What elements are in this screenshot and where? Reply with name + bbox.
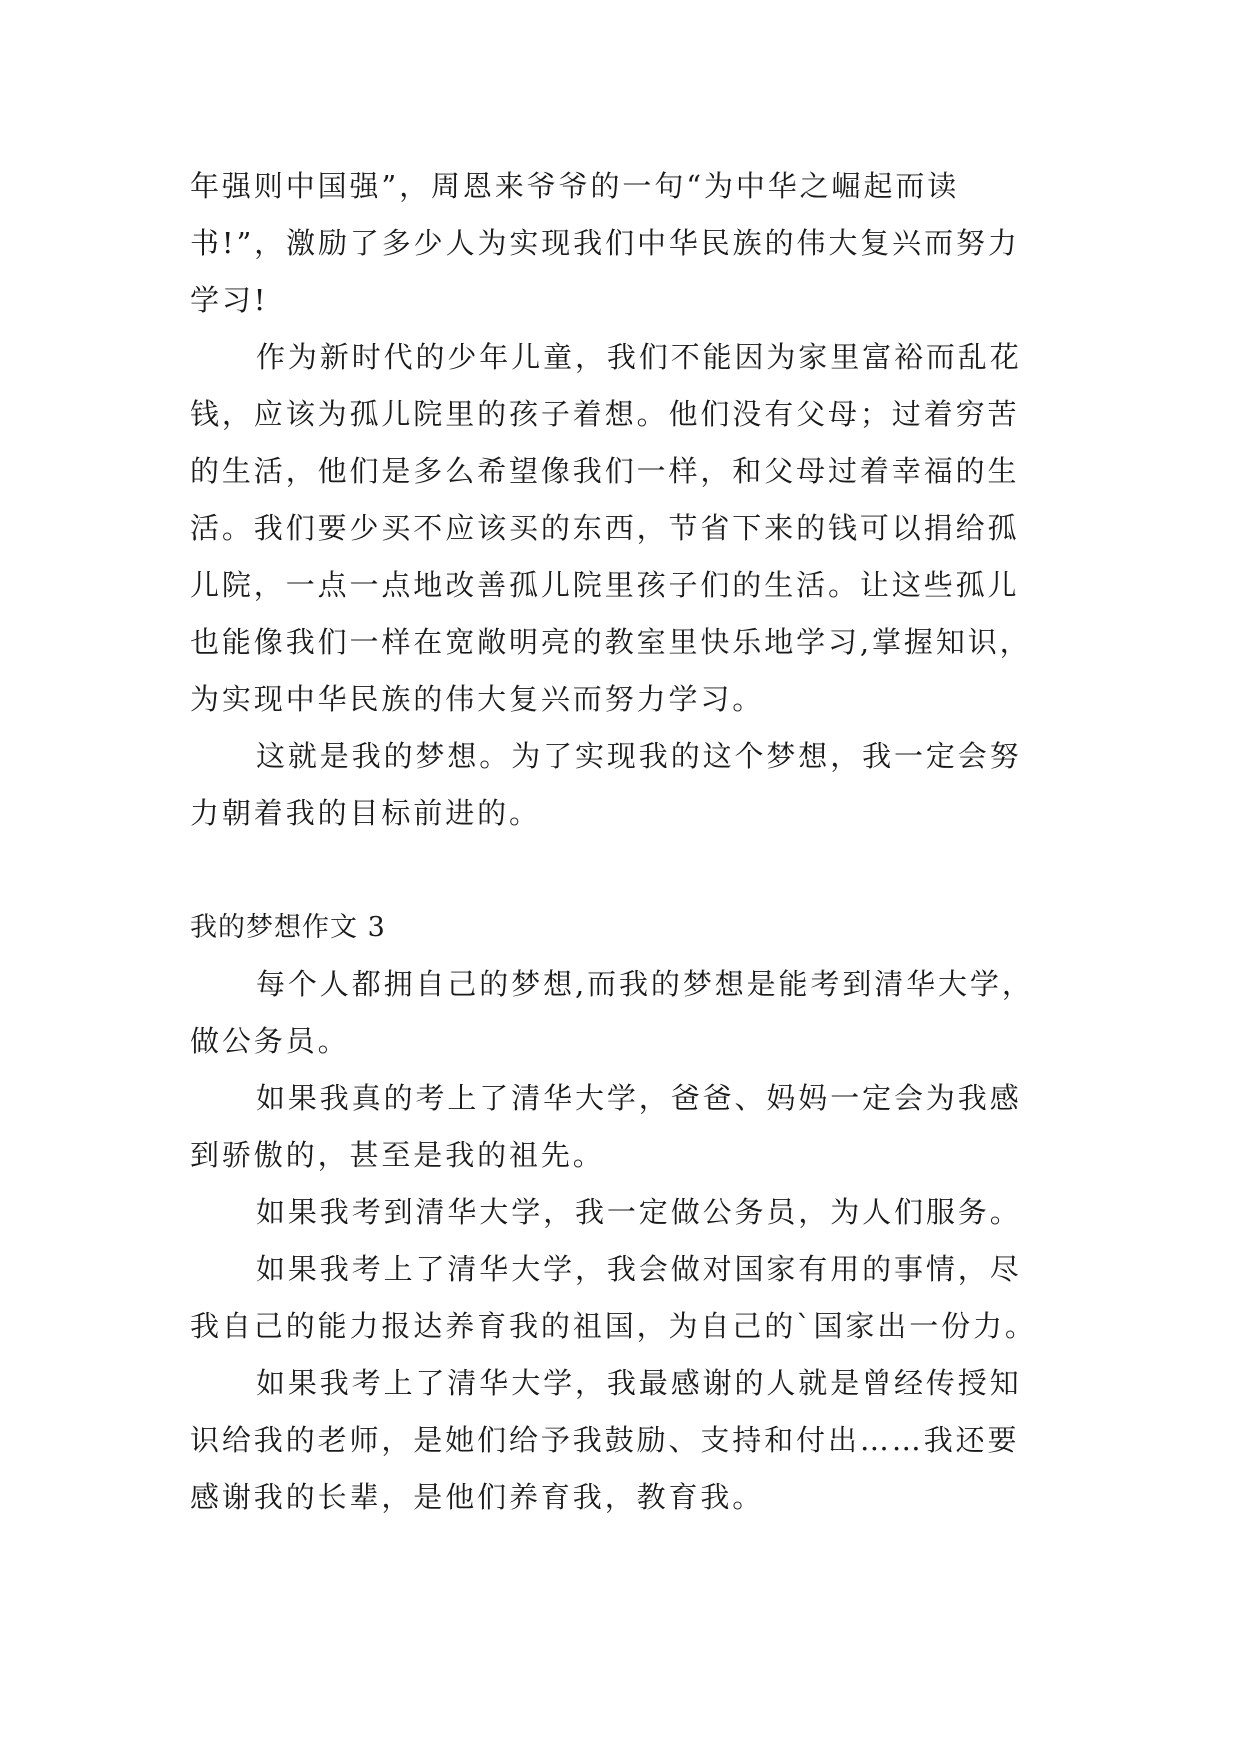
text-line: 力朝着我的目标前进的。 [190, 796, 541, 830]
paragraph-start-line: 这就是我的梦想。为了实现我的这个梦想，我一定会努 [256, 739, 1022, 773]
document-page [190, 158, 1060, 1526]
paragraph-start-line: 如果我考上了清华大学，我最感谢的人就是曾经传授知 [256, 1366, 1022, 1400]
text-line: 为实现中华民族的伟大复兴而努力学习。 [190, 682, 765, 716]
text-line: 学习! [190, 283, 269, 317]
text-line: 感谢我的长辈，是他们养育我，教育我。 [190, 1480, 765, 1514]
text-line: 我自己的能力报达养育我的祖国，为自己的`国家出一份力。 [190, 1309, 1037, 1343]
text-line: 到骄傲的，甚至是我的祖先。 [190, 1138, 605, 1172]
text-line: 书!”，激励了多少人为实现我们中华民族的伟大复兴而努力 [190, 226, 1020, 260]
paragraph-start-line: 作为新时代的少年儿童，我们不能因为家里富裕而乱花 [256, 340, 1022, 374]
paragraph-start-line: 如果我考到清华大学，我一定做公务员，为人们服务。 [256, 1195, 1022, 1229]
paragraph-start-line: 如果我考上了清华大学，我会做对国家有用的事情，尽 [256, 1252, 1022, 1286]
text-line: 识给我的老师，是她们给予我鼓励、支持和付出……我还要 [190, 1423, 1020, 1457]
section-title: 我的梦想作文 3 [190, 912, 386, 943]
text-line: 做公务员。 [190, 1024, 350, 1058]
paragraph-start-line: 如果我真的考上了清华大学，爸爸、妈妈一定会为我感 [256, 1081, 1022, 1115]
text-line: 的生活，他们是多么希望像我们一样，和父母过着幸福的生 [190, 454, 1020, 488]
text-line: 钱，应该为孤儿院里的孩子着想。他们没有父母；过着穷苦 [190, 397, 1020, 431]
paragraph-gap [190, 842, 1060, 899]
text-line: 活。我们要少买不应该买的东西，节省下来的钱可以捐给孤 [190, 511, 1020, 545]
text-line: 也能像我们一样在宽敞明亮的教室里快乐地学习,掌握知识， [190, 625, 1032, 659]
paragraph-start-line: 每个人都拥自己的梦想,而我的梦想是能考到清华大学， [256, 967, 1034, 1001]
text-line: 儿院，一点一点地改善孤儿院里孩子们的生活。让这些孤儿 [190, 568, 1020, 602]
text-line: 年强则中国强”，周恩来爷爷的一句“为中华之崛起而读 [190, 169, 960, 203]
